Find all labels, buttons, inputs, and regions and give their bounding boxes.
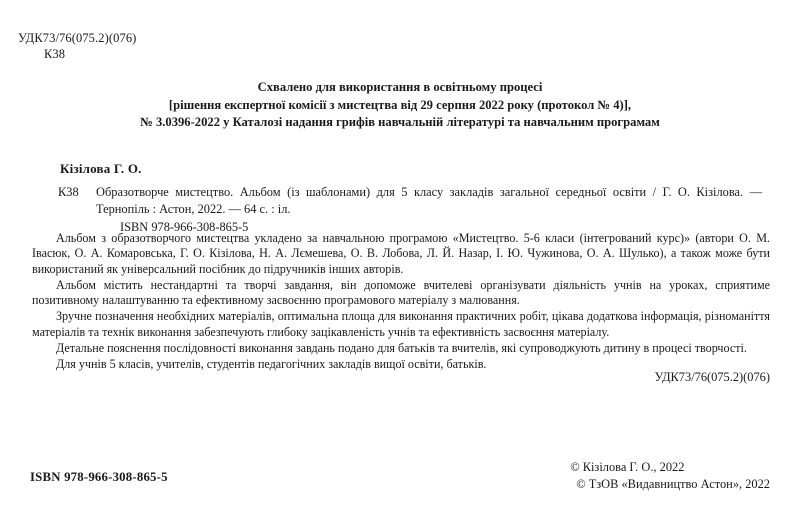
- copyright-block: [570, 459, 770, 493]
- copyright-publisher: © ТзОВ «Видавництво Астон», 2022: [576, 477, 770, 491]
- udc-bottom-code: УДК73/76(075.2)(076): [654, 370, 770, 384]
- udc-code: УДК73/76(075.2)(076): [18, 31, 137, 45]
- annotation-paragraph-5: Для учнів 5 класів, учителів, студентів педагогічних закладів вищої освіти, батьків.: [56, 357, 487, 372]
- biblio-description-row: [58, 184, 762, 217]
- author-heading: Кізілова Г. О.: [60, 161, 142, 176]
- annotation-paragraph-1: Альбом з образотворчого мистецтва укладено за навчальною програмою «Мистецтво. 5-6 класи (інтегрований курс)» (автори О. М. Івасюк, О. А. Комаровська, Г. О. Кізілова, Н. А. Лємешева, О. В. Лобова, Л. Й. Назар, І. Ю. Чужинова, О. А. Шулько), а також може бути використаний як універсальний посібник до підручників інших авторів.: [32, 231, 770, 276]
- bibliographic-record: [58, 184, 762, 236]
- footer-isbn: ISBN 978-966-308-865-5: [30, 470, 168, 484]
- udc-top-block: [18, 30, 136, 62]
- approval-line-3: № 3.0396-2022 у Каталозі надання грифів навчальній літературі та навчальним програмам: [140, 115, 660, 129]
- copyright-author: © Кізілова Г. О., 2022: [570, 460, 685, 474]
- approval-line-1: Схвалено для використання в освітньому процесі: [257, 80, 543, 94]
- approval-line-2: [рішення експертної комісії з мистецтва від 29 серпня 2022 року (протокол № 4)],: [168, 97, 632, 112]
- udc-cutter-number: К38: [44, 47, 66, 61]
- annotation-paragraph-4: Детальне пояснення послідовності виконання завдань подано для батьків та вчителів, які супроводжують дитину в процесі творчості.: [56, 341, 747, 356]
- approval-statement: [60, 79, 740, 132]
- biblio-isbn: ISBN 978-966-308-865-5: [120, 220, 249, 234]
- biblio-cutter-number: К38: [58, 185, 79, 199]
- biblio-description: Образотворче мистецтво. Альбом (із шаблонами) для 5 класу закладів загальної середньої освіти / Г. О. Кізілова. — Тернопіль : Астон, 2022. — 64 с. : іл.: [96, 185, 762, 216]
- annotation-paragraph-2: Альбом містить нестандартні та творчі завдання, він допоможе вчителеві організувати діяльність учнів на уроках, сприятиме позитивному налаштуванню та ефективному засвоєнню програмового матеріалу з малювання.: [32, 277, 770, 308]
- annotation-block: [32, 231, 770, 374]
- annotation-paragraph-3: Зручне позначення необхідних матеріалів, оптимальна площа для виконання практичних робіт, цікава додаткова інформація, різноманіття матеріалів та технік виконання забезпечують глибоку зацікавленість учнів та ефективність засвоєння матеріалу.: [32, 309, 770, 339]
